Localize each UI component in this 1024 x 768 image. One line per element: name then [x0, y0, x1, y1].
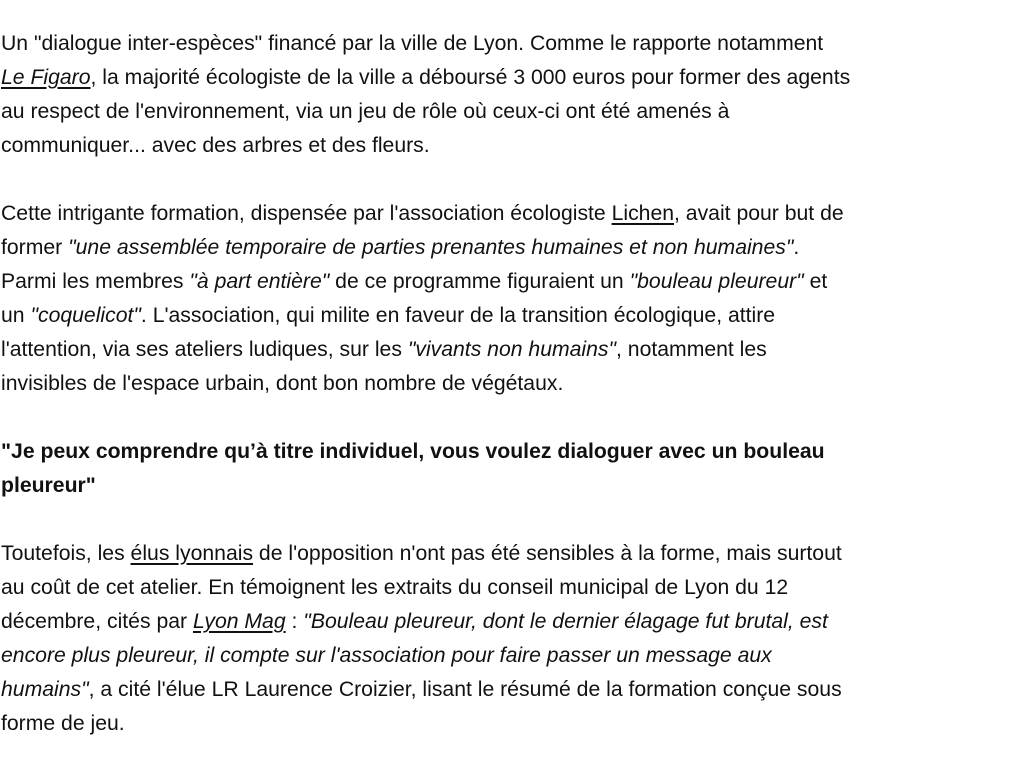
paragraph-1-line-2 [1, 61, 1024, 95]
paragraph-3-line-6: forme de jeu. [1, 712, 125, 735]
paragraph-3-line-1-text-b: de l'opposition n'ont pas été sensibles à la forme, mais surtout [253, 542, 842, 565]
quote-bouleau-line-1: "Bouleau pleureur, dont le dernier élagage fut brutal, est [303, 610, 828, 633]
paragraph-2-line-2-text-a: former [1, 236, 69, 259]
paragraph-2-line-2-text-b: . [793, 236, 800, 259]
paragraph-1 [1, 27, 1024, 163]
paragraph-3-line-1-text-a: Toutefois, les [1, 542, 131, 565]
paragraph-1-line-3: au respect de l'environnement, via un jeu de rôle où ceux-ci ont été amenés à [1, 100, 730, 123]
paragraph-2 [1, 197, 1024, 401]
paragraph-2-line-1-text-b: , avait pour but de [674, 202, 844, 225]
paragraph-2-line-1-text-a: Cette intrigante formation, dispensée par l'association écologiste [1, 202, 612, 225]
paragraph-2-line-4-text-b: . L'association, qui milite en faveur de la transition écologique, attire [140, 304, 776, 327]
quote-bouleau-line-2: encore plus pleureur, il compte sur l'association pour faire passer un message aux [1, 644, 772, 667]
paragraph-1-line-1: Un "dialogue inter-espèces" financé par la ville de Lyon. Comme le rapporte notamment [1, 32, 824, 55]
paragraph-2-line-3 [1, 265, 1024, 299]
paragraph-2-line-5 [1, 333, 1024, 367]
subheading-line-1: "Je peux comprendre qu’à titre individuel, vous voulez dialoguer avec un bouleau [1, 440, 825, 463]
paragraph-3-line-3-text-b: : [285, 610, 304, 633]
paragraph-2-line-3-text-a: Parmi les membres [1, 270, 190, 293]
section-subheading [1, 435, 1024, 503]
lichen-link[interactable]: Lichen [611, 202, 675, 225]
quote-bouleau-line-3: humains" [1, 678, 89, 701]
elus-lyonnais-link[interactable]: élus lyonnais [130, 542, 254, 565]
paragraph-2-line-5-text-a: l'attention, via ses ateliers ludiques, sur les [1, 338, 408, 361]
paragraph-2-line-4-text-a: un [1, 304, 31, 327]
paragraph-2-line-3-text-b: de ce programme figuraient un [329, 270, 630, 293]
quote-bouleau-pleureur: "bouleau pleureur" [629, 270, 804, 293]
paragraph-1-line-2-text: , la majorité écologiste de la ville a déboursé 3 000 euros pour former des agents [90, 66, 851, 89]
paragraph-2-line-4 [1, 299, 1024, 333]
paragraph-2-line-5-text-b: , notamment les [616, 338, 767, 361]
lyon-mag-link[interactable]: Lyon Mag [192, 610, 286, 633]
quote-assemblee: "une assemblée temporaire de parties prenantes humaines et non humaines" [68, 236, 794, 259]
paragraph-3-line-3-text-a: décembre, cités par [1, 610, 193, 633]
paragraph-3-line-5-text-b: , a cité l'élue LR Laurence Croizier, lisant le résumé de la formation conçue sous [88, 678, 842, 701]
quote-vivants-non-humains: "vivants non humains" [407, 338, 617, 361]
paragraph-2-line-1 [1, 197, 1024, 231]
paragraph-1-line-4: communiquer... avec des arbres et des fleurs. [1, 134, 430, 157]
paragraph-3-line-3 [1, 605, 1024, 639]
subheading-line-2: pleureur" [1, 474, 96, 497]
quote-a-part-entiere: "à part entière" [189, 270, 330, 293]
paragraph-3-line-4 [1, 639, 1024, 673]
paragraph-3 [1, 537, 1024, 741]
paragraph-3-line-5 [1, 673, 1024, 707]
paragraph-2-line-2 [1, 231, 1024, 265]
paragraph-3-line-1 [1, 537, 1024, 571]
paragraph-2-line-6: invisibles de l'espace urbain, dont bon nombre de végétaux. [1, 372, 564, 395]
le-figaro-link[interactable]: Le Figaro [1, 66, 91, 89]
paragraph-2-line-3-text-c: et [803, 270, 828, 293]
paragraph-3-line-2: au coût de cet atelier. En témoignent les extraits du conseil municipal de Lyon du 12 [1, 576, 789, 599]
quote-coquelicot: "coquelicot" [30, 304, 141, 327]
